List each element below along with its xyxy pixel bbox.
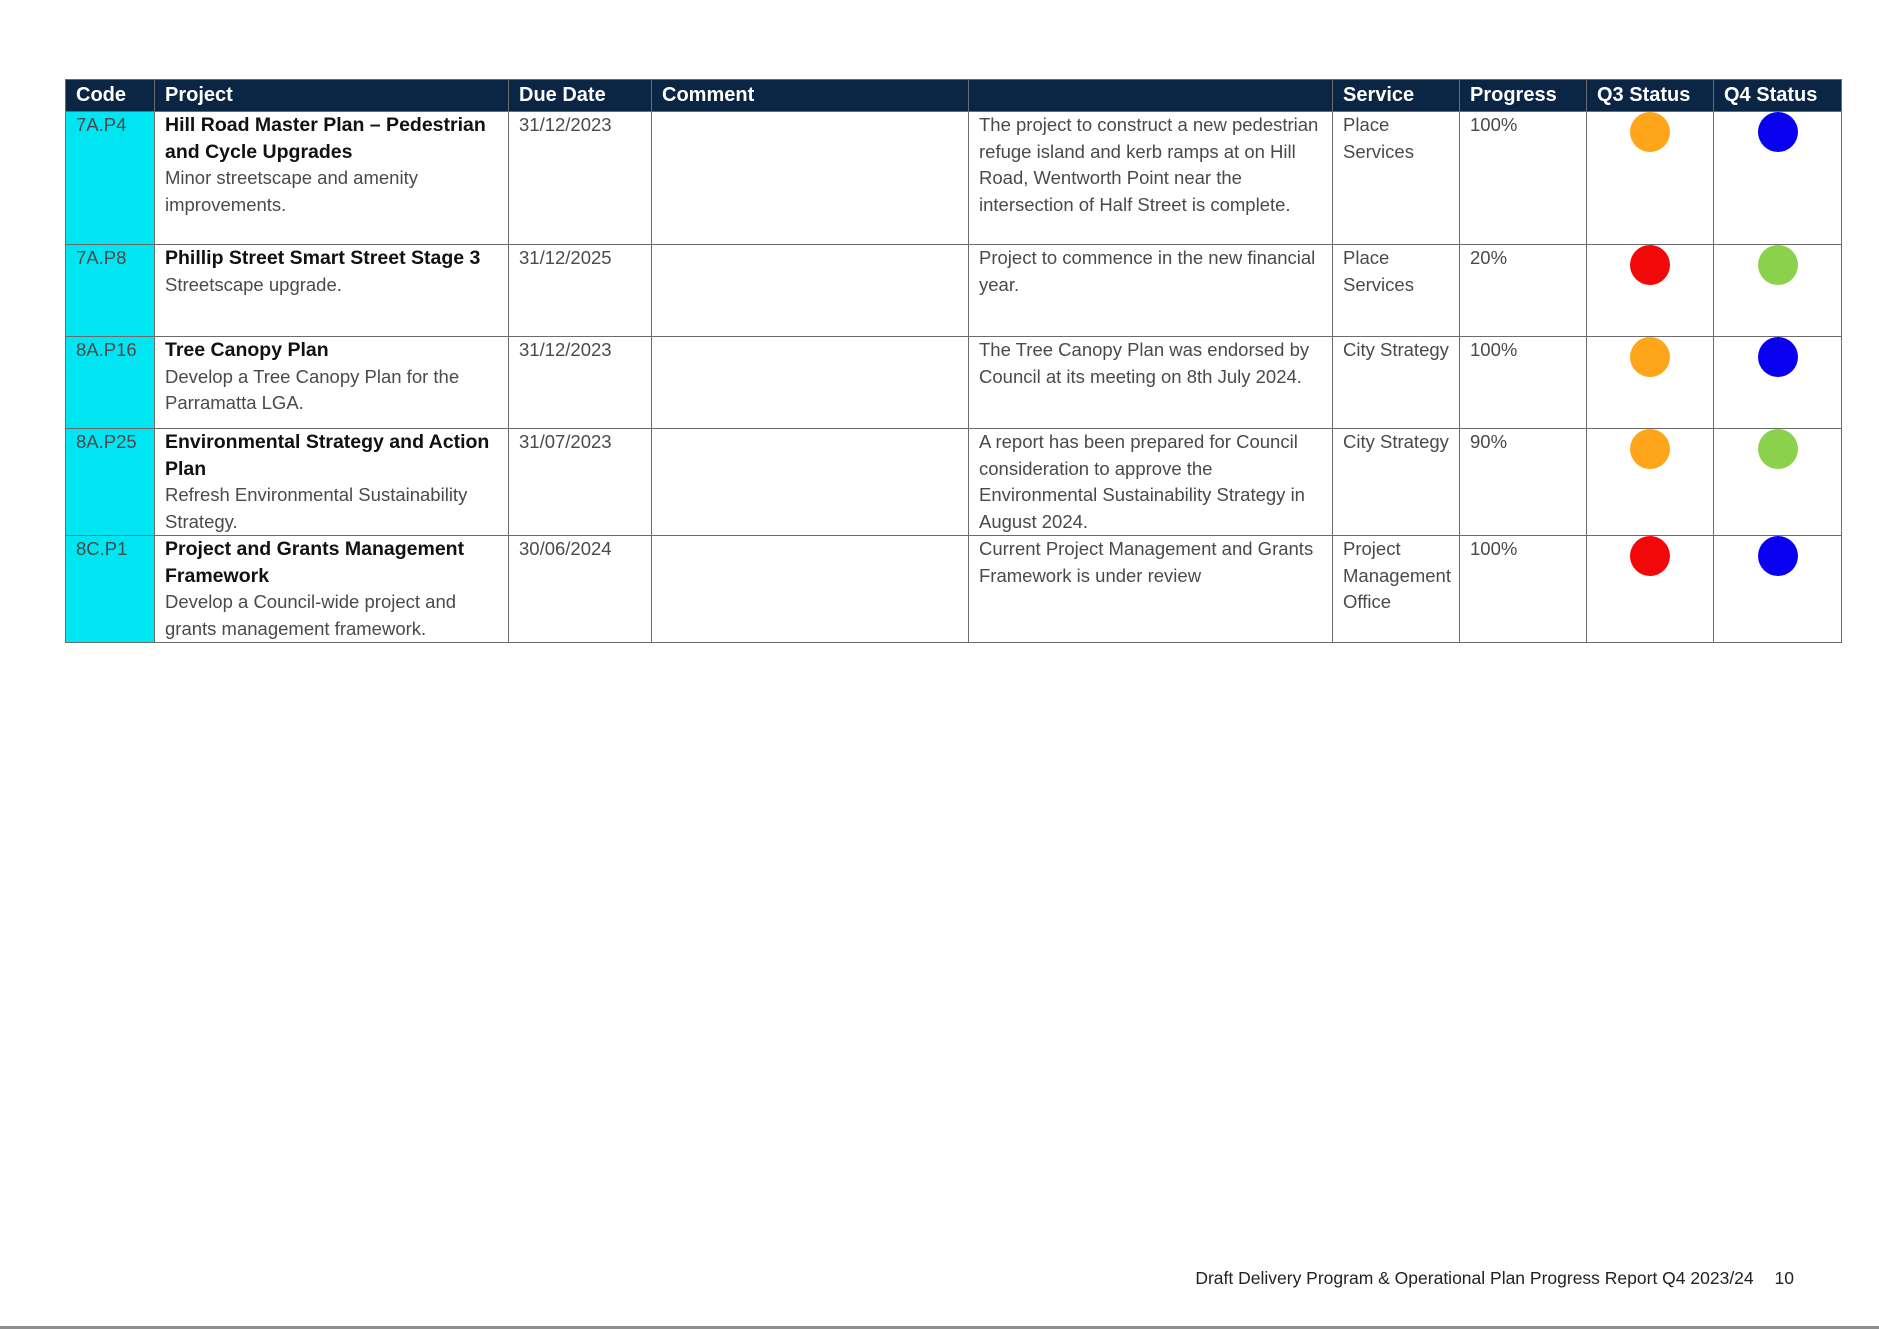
q3-status-cell [1587, 245, 1714, 337]
q4-status-cell [1714, 429, 1842, 536]
progress-cell: 100% [1460, 536, 1587, 643]
project-title: Environmental Strategy and Action Plan [165, 431, 490, 480]
table-row [66, 245, 1842, 337]
q4-status-cell [1714, 245, 1842, 337]
table-row [66, 429, 1842, 536]
project-title: Project and Grants Management Framework [165, 538, 465, 587]
q4-status-cell [1714, 536, 1842, 643]
header-q3-status: Q3 Status [1587, 80, 1714, 112]
service-cell: City Strategy [1333, 429, 1460, 536]
project-cell [155, 245, 509, 337]
row-code: 8A.P25 [66, 429, 155, 536]
comment-cell [652, 112, 969, 245]
q4-status-cell [1714, 112, 1842, 245]
due-date: 31/12/2025 [509, 245, 652, 337]
row-code: 7A.P4 [66, 112, 155, 245]
header-project: Project [155, 80, 509, 112]
project-title: Tree Canopy Plan [165, 339, 329, 361]
due-date: 31/12/2023 [509, 337, 652, 429]
header-due-date: Due Date [509, 80, 652, 112]
row-code: 8A.P16 [66, 337, 155, 429]
comment-cell [652, 429, 969, 536]
header-progress: Progress [1460, 80, 1587, 112]
q3-status-cell [1587, 337, 1714, 429]
due-date: 31/12/2023 [509, 112, 652, 245]
q4-status-indicator [1758, 337, 1798, 377]
comment-cell [652, 337, 969, 429]
table-header-row [66, 80, 1842, 112]
header-service: Service [1333, 80, 1460, 112]
project-cell [155, 429, 509, 536]
header-comment: Comment [652, 80, 969, 112]
q3-status-cell [1587, 112, 1714, 245]
service-cell: Place Services [1333, 112, 1460, 245]
header-code: Code [66, 80, 155, 112]
footer-report-title: Draft Delivery Program & Operational Plan Progress Report Q4 2023/24 [1195, 1268, 1754, 1288]
q4-status-indicator [1758, 245, 1798, 285]
table-row [66, 536, 1842, 643]
progress-cell: 90% [1460, 429, 1587, 536]
update-text: The Tree Canopy Plan was endorsed by Council at its meeting on 8th July 2024. [969, 337, 1333, 429]
update-text: Project to commence in the new financial year. [969, 245, 1333, 337]
due-date: 31/07/2023 [509, 429, 652, 536]
q3-status-indicator [1630, 429, 1670, 469]
q3-status-cell [1587, 536, 1714, 643]
q3-status-indicator [1630, 112, 1670, 152]
header-blank [969, 80, 1333, 112]
q4-status-indicator [1758, 429, 1798, 469]
project-title: Hill Road Master Plan – Pedestrian and Cycle Upgrades [165, 114, 486, 163]
update-text: The project to construct a new pedestrian refuge island and kerb ramps at on Hill Road, Wentworth Point near the intersection of Half Street is complete. [969, 112, 1333, 245]
q4-status-indicator [1758, 112, 1798, 152]
q3-status-indicator [1630, 536, 1670, 576]
progress-cell: 100% [1460, 337, 1587, 429]
q4-status-indicator [1758, 536, 1798, 576]
progress-cell: 20% [1460, 245, 1587, 337]
q3-status-cell [1587, 429, 1714, 536]
progress-table [65, 79, 1842, 643]
project-title: Phillip Street Smart Street Stage 3 [165, 247, 481, 269]
project-cell [155, 536, 509, 643]
service-cell: Place Services [1333, 245, 1460, 337]
service-cell: Project Management Office [1333, 536, 1460, 643]
page-footer [1195, 1268, 1794, 1289]
q4-status-cell [1714, 337, 1842, 429]
page-number: 10 [1774, 1268, 1794, 1288]
project-description: Develop a Council-wide project and grants management framework. [165, 591, 457, 639]
table-row [66, 112, 1842, 245]
row-code: 8C.P1 [66, 536, 155, 643]
q3-status-indicator [1630, 245, 1670, 285]
update-text: Current Project Management and Grants Framework is under review [969, 536, 1333, 643]
header-q4-status: Q4 Status [1714, 80, 1842, 112]
service-cell: City Strategy [1333, 337, 1460, 429]
update-text: A report has been prepared for Council consideration to approve the Environmental Sustainability Strategy in August 2024. [969, 429, 1333, 536]
project-description: Develop a Tree Canopy Plan for the Parramatta LGA. [165, 365, 460, 413]
project-description: Minor streetscape and amenity improvements. [165, 167, 418, 215]
project-cell [155, 112, 509, 245]
row-code: 7A.P8 [66, 245, 155, 337]
table-row [66, 337, 1842, 429]
project-description: Refresh Environmental Sustainability Strategy. [165, 484, 468, 532]
project-cell [155, 337, 509, 429]
progress-cell: 100% [1460, 112, 1587, 245]
comment-cell [652, 245, 969, 337]
due-date: 30/06/2024 [509, 536, 652, 643]
q3-status-indicator [1630, 337, 1670, 377]
project-description: Streetscape upgrade. [165, 273, 342, 295]
comment-cell [652, 536, 969, 643]
